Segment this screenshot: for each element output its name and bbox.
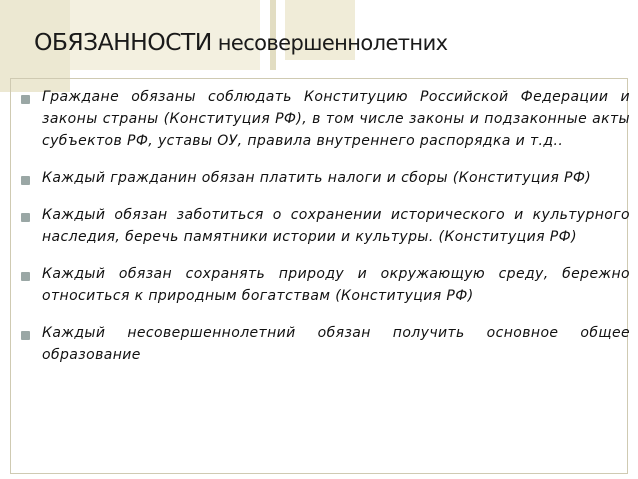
slide-title — [34, 28, 447, 56]
square-bullet-icon — [21, 95, 30, 104]
list-item — [20, 322, 630, 366]
title-main: ОБЯЗАННОСТИ — [34, 28, 212, 56]
list-item-text: Каждый несовершеннолетний обязан получить основное общее образование — [42, 325, 630, 363]
square-bullet-icon — [21, 176, 30, 185]
bullet-list — [20, 86, 630, 381]
list-item-text: Каждый обязан сохранять природу и окружающую среду, бережно относиться к природным богатствам (Конституция РФ) — [42, 266, 630, 304]
list-item-text: Граждане обязаны соблюдать Конституцию Российской Федерации и законы страны (Конституция РФ), в том числе законы и подзаконные акты субъектов РФ, уставы ОУ, правила внутреннего распорядка и т.д.. — [42, 89, 630, 149]
list-item-text: Каждый обязан заботиться о сохранении исторического и культурного наследия, беречь памятники истории и культуры. (Конституция РФ) — [42, 207, 630, 245]
list-item — [20, 86, 630, 152]
title-rest: несовершеннолетних — [211, 31, 448, 55]
list-item — [20, 167, 630, 189]
square-bullet-icon — [21, 331, 30, 340]
square-bullet-icon — [21, 213, 30, 222]
square-bullet-icon — [21, 272, 30, 281]
list-item — [20, 204, 630, 248]
list-item-text: Каждый гражданин обязан платить налоги и сборы (Конституция РФ) — [42, 170, 592, 186]
list-item — [20, 263, 630, 307]
